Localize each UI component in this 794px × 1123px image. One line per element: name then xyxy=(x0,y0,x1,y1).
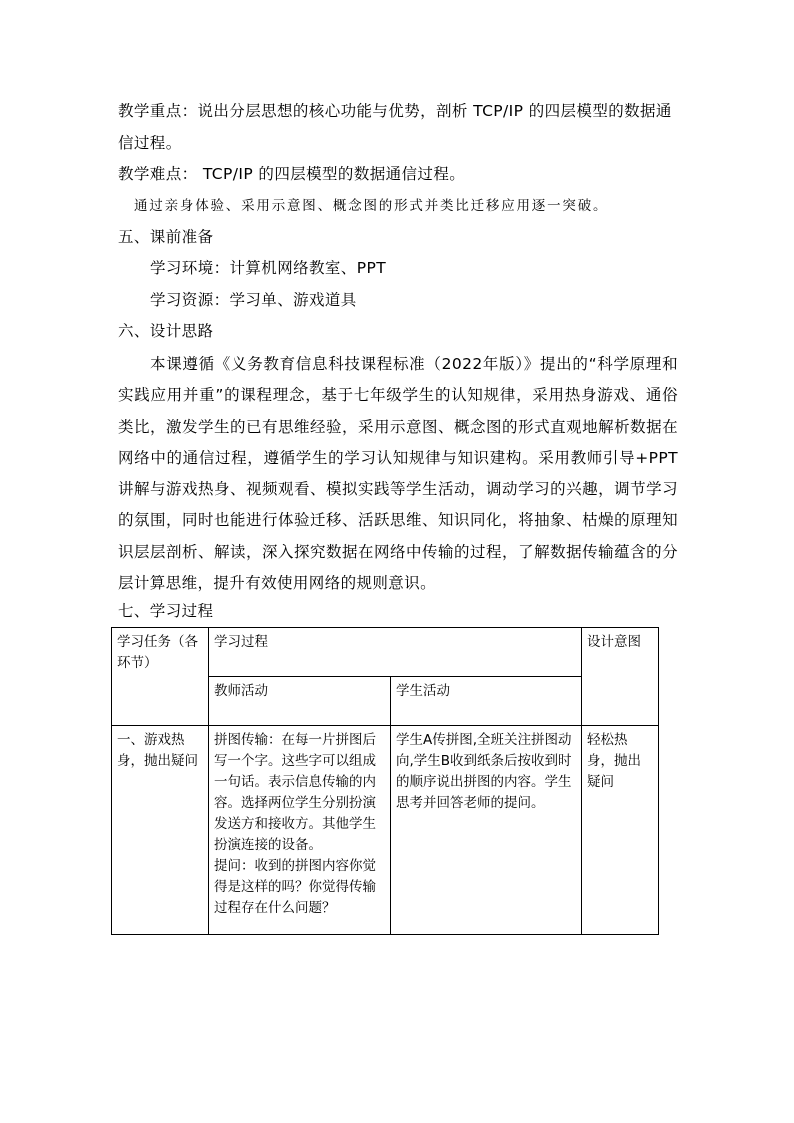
design-rationale-paragraph: 本课遵循《义务教育信息科技课程标准（2022年版）》提出的“科学原理和实践应用并重”的课程理念，基于七年级学生的认知规律，采用热身游戏、通俗类比，激发学生的已有思维经验，采用示意图、概念图的形式直观地解析数据在网络中的通信过程，遵循学生的学习认知规律与知识建构。采用教师引导+PPT讲解与游戏热身、视频观看、模拟实践等学生活动，调动学习的兴趣，调节学习的氛围，同时也能进行体验迁移、活跃思维、知识同化，将抽象、枯燥的原理知识层层剖析、解读，深入探究数据在网络中传输的过程，了解数据传输蕴含的分层计算思维，提升有效使用网络的规则意识。 xyxy=(118,355,678,593)
learning-environment: 学习环境：计算机网络教室、PPT xyxy=(150,259,387,277)
student-activity-cell: 学生A传拼图,全班关注拼图动向,学生B收到纸条后按收到时的顺序说出拼图的内容。学生思考并回答老师的提问。 xyxy=(391,726,582,935)
teacher-question-text: 提问：收到的拼图内容你觉得是这样的吗？你觉得传输过程存在什么问题？ xyxy=(214,858,376,916)
section-7-title: 七、学习过程 xyxy=(118,602,214,620)
table-row xyxy=(112,726,659,935)
difficulty-line: 教学难点： TCP/IP 的四层模型的数据通信过程。 xyxy=(118,165,466,183)
key-points-line-2: 信过程。 xyxy=(118,134,182,152)
header-design-intent: 设计意图 xyxy=(582,628,659,726)
section-5-title: 五、课前准备 xyxy=(118,228,214,246)
header-student-activity: 学生活动 xyxy=(391,677,582,726)
method-line: 通过亲身体验、采用示意图、概念图的形式并类比迁移应用逐一突破。 xyxy=(134,198,609,214)
section-6-title: 六、设计思路 xyxy=(118,322,214,340)
task-cell: 一、游戏热身，抛出疑问 xyxy=(112,726,209,935)
header-learning-process: 学习过程 xyxy=(209,628,582,677)
learning-resources: 学习资源：学习单、游戏道具 xyxy=(150,291,357,309)
teacher-activity-cell xyxy=(209,726,391,935)
design-intent-cell: 轻松热身，抛出疑问 xyxy=(582,726,659,935)
header-learning-task: 学习任务（各环节） xyxy=(112,628,209,726)
teacher-activity-text: 拼图传输：在每一片拼图后写一个字。这些字可以组成一句话。表示信息传输的内容。选择两位学生分别扮演发送方和接收方。其他学生扮演连接的设备。 xyxy=(214,732,376,853)
learning-process-table xyxy=(111,627,659,935)
key-points-line-1: 教学重点：说出分层思想的核心功能与优势，剖析 TCP/IP 的四层模型的数据通 xyxy=(118,102,672,120)
header-teacher-activity: 教师活动 xyxy=(209,677,391,726)
table-header-row xyxy=(112,628,659,677)
